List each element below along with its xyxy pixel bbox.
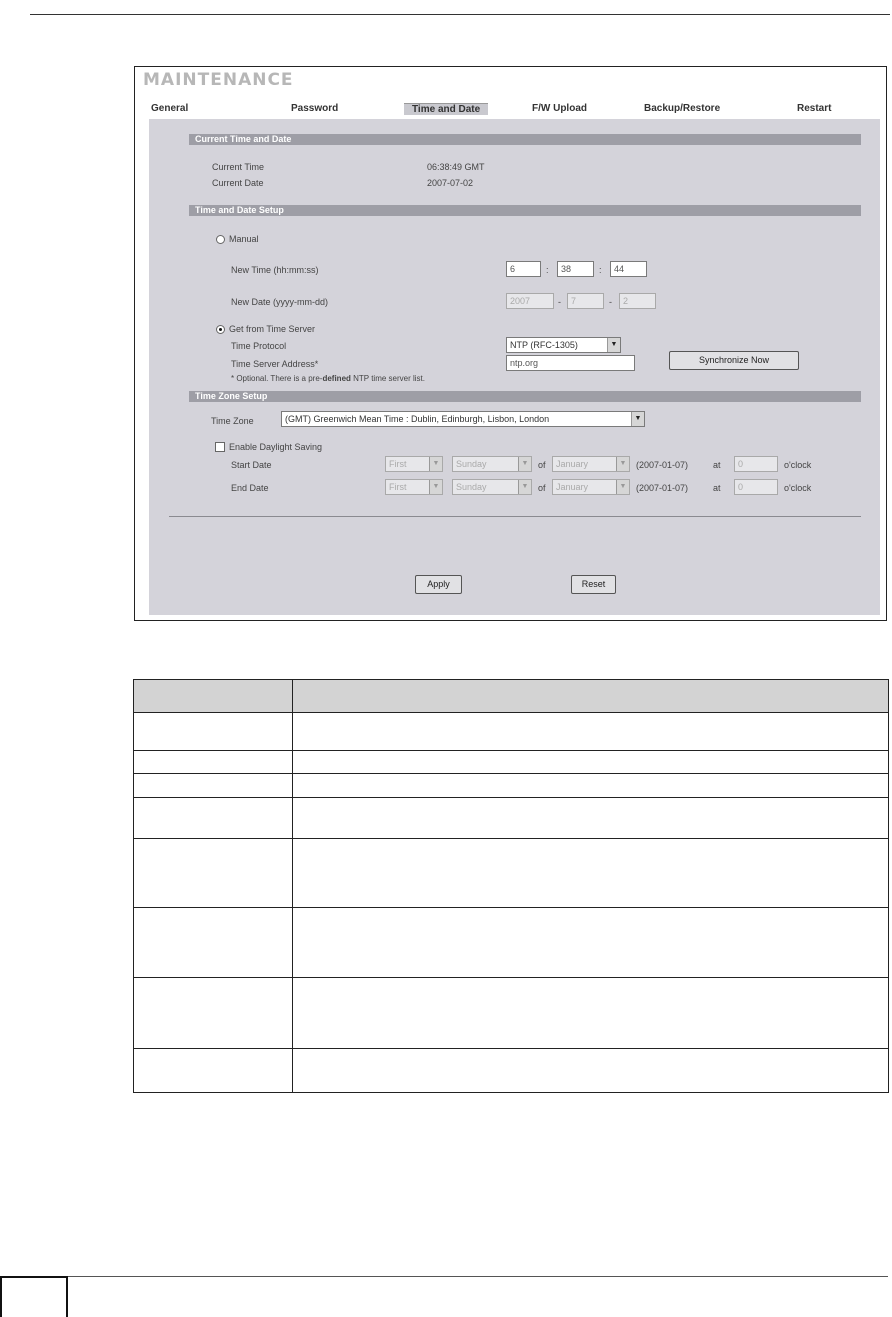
tab-general[interactable]: General — [151, 103, 189, 114]
current-time-header: Current Time and Date — [189, 134, 861, 145]
end-date-label: End Date — [231, 483, 269, 493]
footer-rule — [68, 1276, 888, 1277]
apply-button[interactable]: Apply — [415, 575, 462, 594]
description-table — [133, 679, 889, 1093]
page-number-box — [0, 1276, 68, 1317]
new-time-second-field[interactable]: 44 — [610, 261, 647, 277]
daylight-saving-checkbox[interactable] — [215, 442, 225, 452]
end-at-label: at — [713, 483, 721, 493]
current-date-label: Current Date — [212, 178, 264, 188]
chevron-down-icon: ▼ — [429, 480, 442, 494]
start-week-select[interactable]: First ▼ — [385, 456, 443, 472]
table-row — [134, 751, 889, 774]
start-oclock-label: o'clock — [784, 460, 812, 470]
time-zone-label: Time Zone — [211, 416, 254, 426]
section-title: MAINTENANCE — [143, 70, 294, 90]
time-server-label: Get from Time Server — [229, 324, 316, 334]
chevron-down-icon: ▼ — [429, 457, 442, 471]
start-month-select[interactable]: January ▼ — [552, 456, 630, 472]
current-time-value: 06:38:49 GMT — [427, 162, 485, 172]
new-date-label: New Date (yyyy-mm-dd) — [231, 297, 329, 307]
table-row — [134, 774, 889, 798]
end-day-select[interactable]: Sunday ▼ — [452, 479, 532, 495]
tab-backup-restore[interactable]: Backup/Restore — [644, 103, 721, 114]
daylight-saving-label: Enable Daylight Saving — [229, 442, 323, 452]
table-row — [134, 798, 889, 839]
chevron-down-icon: ▼ — [518, 480, 531, 494]
time-protocol-value: NTP (RFC-1305) — [510, 340, 578, 350]
end-of-label: of — [538, 483, 546, 493]
start-example: (2007-01-07) — [636, 460, 689, 470]
time-zone-setup-header: Time Zone Setup — [189, 391, 861, 402]
table-row — [134, 839, 889, 908]
header-rule — [30, 14, 890, 15]
end-example: (2007-01-07) — [636, 483, 689, 493]
new-time-hour-field[interactable]: 6 — [506, 261, 541, 277]
server-note: * Optional. There is a pre-defined NTP time server list. — [231, 374, 425, 383]
reset-button[interactable]: Reset — [571, 575, 616, 594]
start-day-select[interactable]: Sunday ▼ — [452, 456, 532, 472]
maintenance-screenshot — [134, 66, 887, 621]
time-protocol-label: Time Protocol — [231, 341, 287, 351]
chevron-down-icon: ▼ — [631, 412, 644, 426]
current-time-label: Current Time — [212, 162, 265, 172]
table-row — [134, 908, 889, 978]
date-separator-2: - — [609, 297, 612, 307]
time-server-radio[interactable] — [216, 325, 225, 334]
start-date-label: Start Date — [231, 460, 272, 470]
end-month-select[interactable]: January ▼ — [552, 479, 630, 495]
end-week-select[interactable]: First ▼ — [385, 479, 443, 495]
tab-password[interactable]: Password — [291, 103, 339, 114]
time-separator-1: : — [546, 265, 549, 275]
synchronize-now-button[interactable]: Synchronize Now — [669, 351, 799, 370]
end-oclock-label: o'clock — [784, 483, 812, 493]
current-date-value: 2007-07-02 — [427, 178, 474, 188]
time-protocol-select[interactable] — [506, 337, 621, 353]
time-zone-select[interactable] — [281, 411, 645, 427]
tab-fw-upload[interactable]: F/W Upload — [532, 103, 587, 114]
end-hour-field[interactable]: 0 — [734, 479, 778, 495]
table-row — [134, 1049, 889, 1093]
date-separator-1: - — [558, 297, 561, 307]
time-separator-2: : — [599, 265, 602, 275]
start-hour-field[interactable]: 0 — [734, 456, 778, 472]
new-date-year-field[interactable]: 2007 — [506, 293, 554, 309]
time-server-address-field[interactable]: ntp.org — [506, 355, 635, 371]
start-at-label: at — [713, 460, 721, 470]
settings-panel — [149, 119, 880, 615]
new-time-label: New Time (hh:mm:ss) — [231, 265, 319, 275]
chevron-down-icon: ▼ — [616, 480, 629, 494]
time-zone-value: (GMT) Greenwich Mean Time : Dublin, Edinburgh, Lisbon, London — [285, 414, 550, 424]
time-server-address-label: Time Server Address* — [231, 359, 319, 369]
table-row — [134, 713, 889, 751]
manual-radio[interactable] — [216, 235, 225, 244]
manual-label: Manual — [229, 234, 259, 244]
chevron-down-icon: ▼ — [518, 457, 531, 471]
separator-line — [169, 516, 861, 517]
start-of-label: of — [538, 460, 546, 470]
tab-bar — [147, 103, 875, 115]
table-row — [134, 978, 889, 1049]
chevron-down-icon: ▼ — [616, 457, 629, 471]
new-date-day-field[interactable]: 2 — [619, 293, 656, 309]
tab-restart[interactable]: Restart — [797, 103, 832, 114]
tab-time-and-date[interactable]: Time and Date — [404, 103, 488, 115]
new-date-month-field[interactable]: 7 — [567, 293, 604, 309]
new-time-minute-field[interactable]: 38 — [557, 261, 594, 277]
table-header-row — [134, 680, 889, 713]
time-date-setup-header: Time and Date Setup — [189, 205, 861, 216]
chevron-down-icon: ▼ — [607, 338, 620, 352]
